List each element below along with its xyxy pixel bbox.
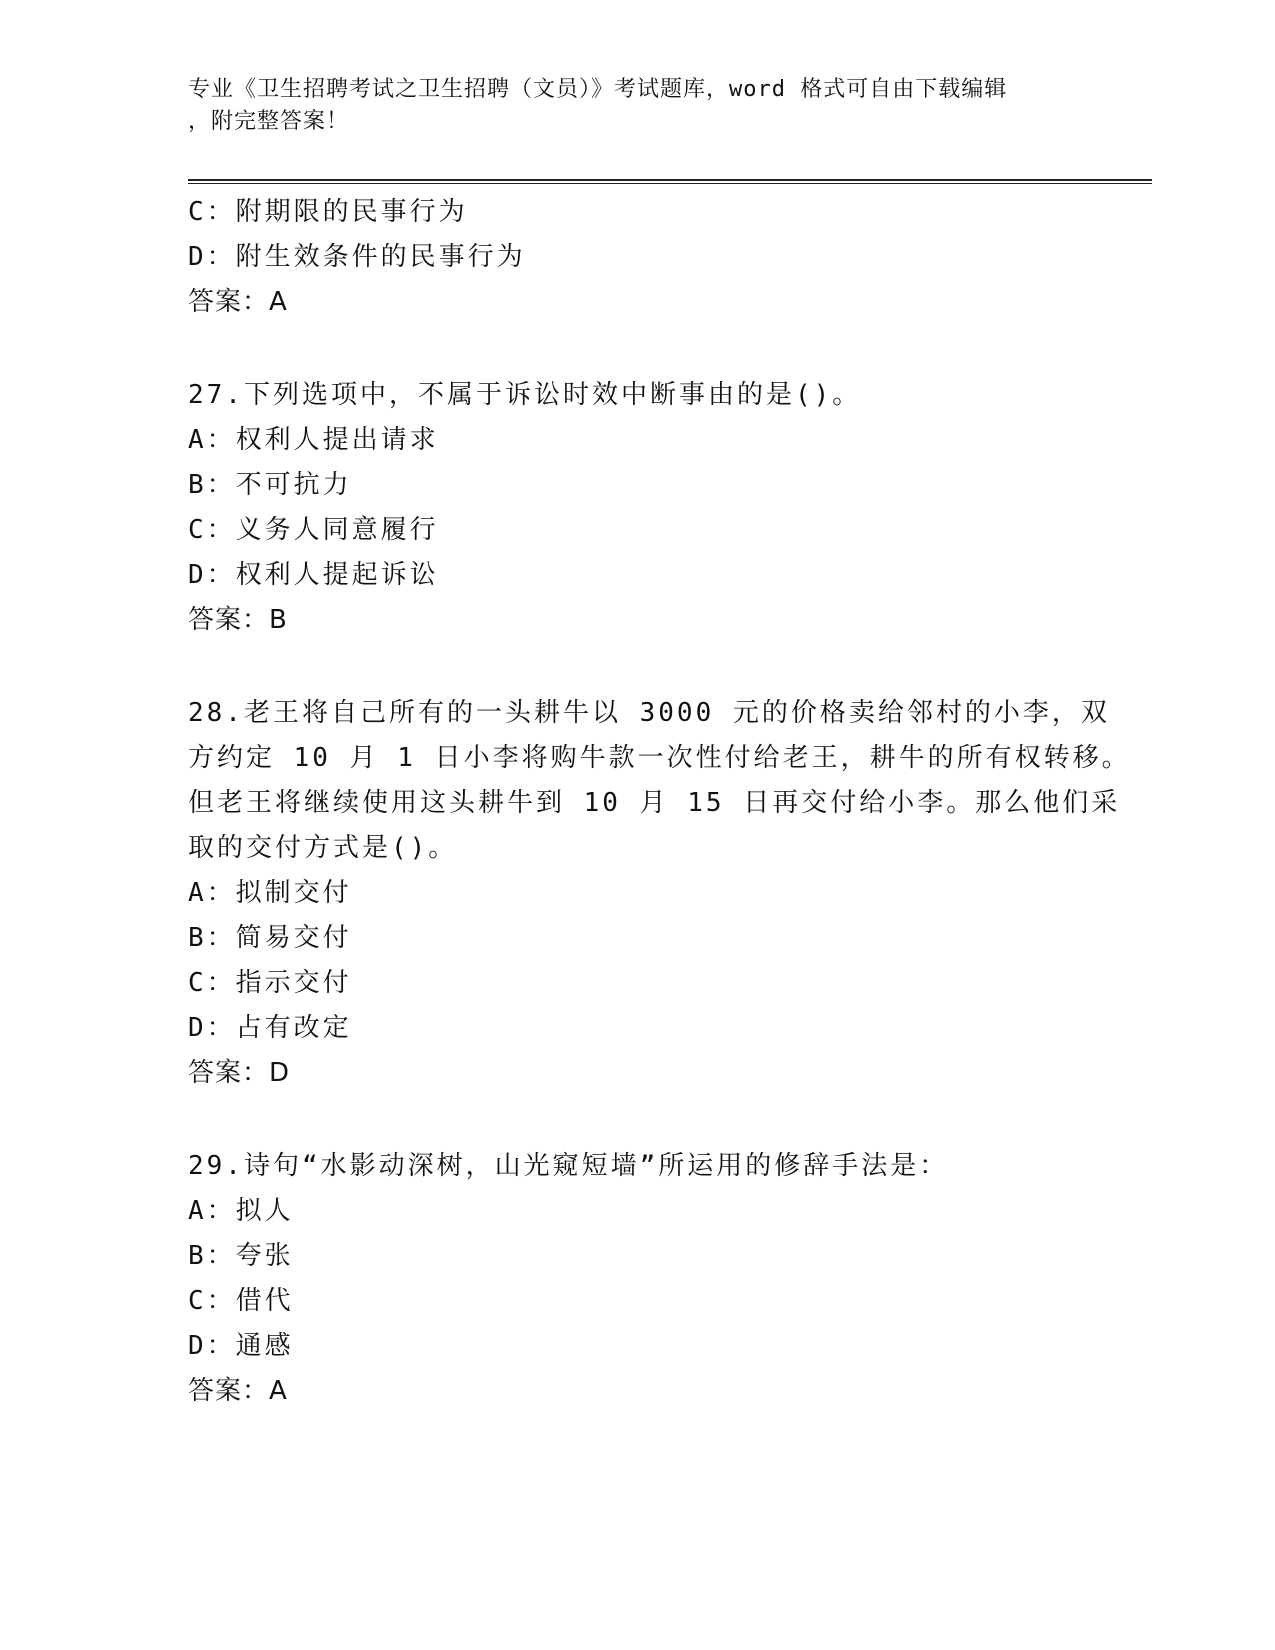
- answer-line: 答案：A: [188, 287, 288, 317]
- question-stem: 29.诗句“水影动深树，山光窥短墙”所运用的修辞手法是：: [188, 1151, 949, 1181]
- option-a: A：拟制交付: [188, 878, 352, 908]
- question-stem: 27.下列选项中，不属于诉讼时效中断事由的是()。: [188, 380, 862, 410]
- spacer: [188, 1096, 1088, 1144]
- header-line-2: ，附完整答案！: [188, 109, 350, 134]
- option-c: C：借代: [188, 1286, 294, 1316]
- option-b: B：夸张: [188, 1241, 294, 1271]
- option-a: A：权利人提出请求: [188, 425, 439, 455]
- answer-line: 答案：A: [188, 1376, 288, 1406]
- question-content: [188, 190, 1131, 1414]
- option-c: C：义务人同意履行: [188, 515, 439, 545]
- header-divider-thin: [188, 183, 1152, 184]
- question-27: [188, 373, 1088, 643]
- question-29: [188, 1144, 1088, 1414]
- question-28: [188, 691, 1131, 1096]
- question-stem-line-1: 28.老王将自己所有的一头耕牛以 3000 元的价格卖给邻村的小李，双: [188, 698, 1110, 728]
- option-a: A：拟人: [188, 1196, 294, 1226]
- spacer: [188, 643, 1088, 691]
- option-c: C：附期限的民事行为: [188, 197, 468, 227]
- header-divider-thick: [188, 179, 1152, 181]
- partial-question: [188, 190, 1088, 325]
- option-c: C：指示交付: [188, 968, 352, 998]
- spacer: [188, 325, 1088, 373]
- option-b: B：简易交付: [188, 923, 352, 953]
- answer-line: 答案：D: [188, 1058, 291, 1088]
- question-stem-line-4: 取的交付方式是()。: [188, 833, 458, 863]
- option-b: B：不可抗力: [188, 470, 352, 500]
- question-stem-line-2: 方约定 10 月 1 日小李将购牛款一次性付给老王，耕牛的所有权转移。: [188, 743, 1131, 773]
- document-header: [188, 74, 1068, 138]
- option-d: D：附生效条件的民事行为: [188, 242, 526, 272]
- option-d: D：权利人提起诉讼: [188, 560, 439, 590]
- answer-line: 答案：B: [188, 605, 288, 635]
- option-d: D：占有改定: [188, 1013, 352, 1043]
- option-d: D：通感: [188, 1331, 294, 1361]
- header-line-1: 专业《卫生招聘考试之卫生招聘（文员）》考试题库，word 格式可自由下载编辑: [188, 77, 1008, 102]
- question-stem-line-3: 但老王将继续使用这头耕牛到 10 月 15 日再交付给小李。那么他们采: [188, 788, 1121, 818]
